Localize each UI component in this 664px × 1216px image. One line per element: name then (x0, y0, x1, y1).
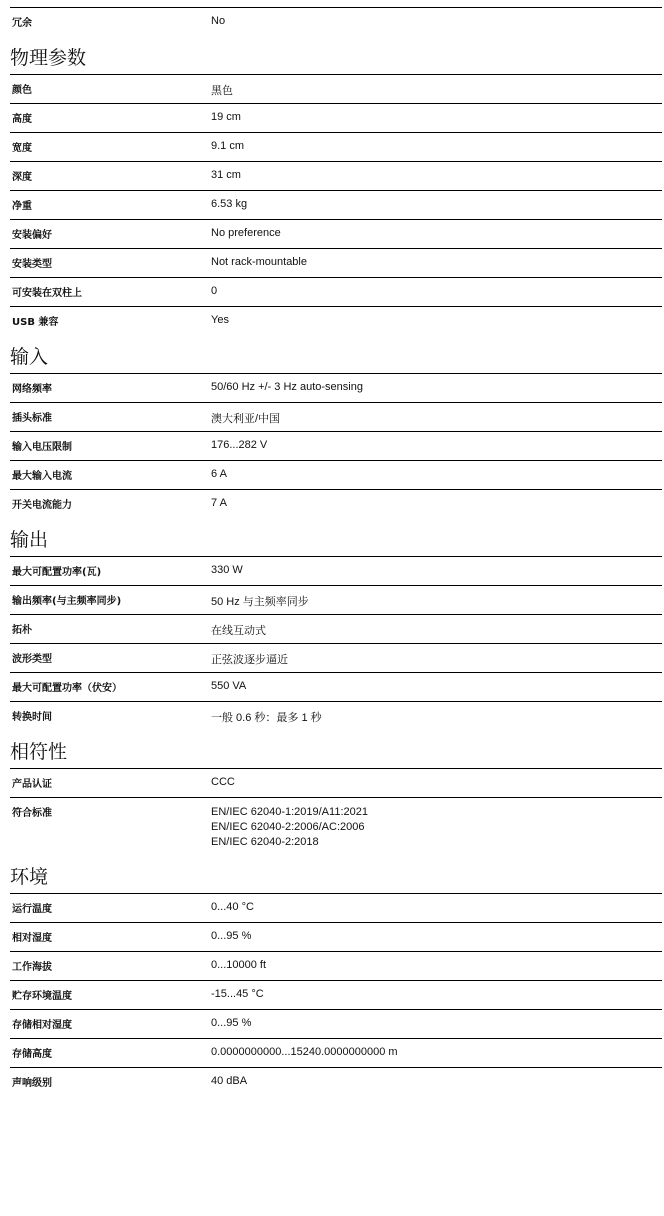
spec-label: 安装偏好 (12, 230, 52, 241)
spec-row (10, 248, 662, 277)
spec-value (211, 776, 235, 788)
spec-value-line: 0...40 °C (211, 901, 254, 913)
spec-value (211, 805, 368, 850)
spec-value-line: 0...10000 ft (211, 959, 267, 971)
section-title: 环境 (10, 866, 49, 888)
spec-value-line: Yes (211, 314, 229, 326)
spec-row (10, 402, 662, 431)
spec-row (10, 922, 662, 951)
spec-value (211, 593, 309, 609)
spec-value (211, 314, 229, 326)
spec-row (10, 277, 662, 306)
spec-value (211, 256, 307, 268)
spec-value-line: 0.0000000000...15240.0000000000 m (211, 1046, 398, 1058)
spec-value (211, 285, 217, 297)
spec-value (211, 198, 247, 210)
spec-value (211, 468, 227, 480)
spec-value-line: 176...282 V (211, 439, 268, 451)
spec-value-line: EN/IEC 62040-2:2018 (211, 836, 319, 848)
spec-value-line: 6 A (211, 468, 227, 480)
spec-label: 相对湿度 (12, 933, 52, 944)
spec-value (211, 1075, 247, 1087)
section-title: 输入 (10, 346, 49, 368)
spec-row (10, 556, 662, 585)
spec-label: 存储高度 (12, 1049, 52, 1060)
spec-value-line: 9.1 cm (211, 140, 245, 152)
spec-value (211, 622, 266, 638)
spec-label: 最大可配置功率（伏安） (12, 683, 122, 694)
spec-value (211, 564, 243, 576)
spec-row (10, 460, 662, 489)
spec-label: 插头标准 (12, 413, 52, 424)
spec-label: 运行温度 (12, 904, 52, 915)
spec-value-line: 40 dBA (211, 1075, 248, 1087)
spec-value-line: EN/IEC 62040-1:2019/A11:2021 (211, 806, 368, 818)
section-title: 相符性 (10, 741, 68, 763)
spec-row (10, 951, 662, 980)
spec-value (211, 680, 246, 692)
spec-value-line: 一般 0.6 秒：最多 1 秒 (211, 712, 322, 724)
spec-label: 输出频率(与主频率同步) (12, 596, 122, 607)
spec-value-line: 0...95 % (211, 1017, 252, 1029)
spec-value-line: Not rack-mountable (211, 256, 307, 268)
spec-value-line: CCC (211, 776, 235, 788)
spec-row (10, 768, 662, 797)
spec-label: 高度 (12, 114, 32, 125)
spec-value (211, 988, 264, 1000)
spec-row (10, 980, 662, 1009)
spec-label: 存储相对湿度 (12, 1020, 72, 1031)
spec-row (10, 585, 662, 614)
spec-label: 宽度 (12, 143, 32, 154)
spec-row (10, 672, 662, 701)
spec-row (10, 797, 662, 855)
spec-value (211, 227, 281, 239)
spec-row (10, 373, 662, 402)
spec-value (211, 709, 322, 725)
spec-value-line: 31 cm (211, 169, 241, 181)
spec-value (211, 82, 233, 98)
spec-value-line: 50/60 Hz +/- 3 Hz auto-sensing (211, 381, 363, 393)
spec-label: 贮存环境温度 (12, 991, 72, 1002)
spec-row (10, 306, 662, 335)
spec-row (10, 1038, 662, 1067)
spec-value (211, 1017, 251, 1029)
spec-value (211, 930, 251, 942)
spec-row (10, 643, 662, 672)
spec-label: 最大可配置功率(瓦) (12, 567, 102, 578)
spec-value (211, 901, 254, 913)
spec-value-line: 正弦波逐步逼近 (211, 654, 288, 666)
spec-row (10, 431, 662, 460)
spec-value (211, 410, 280, 426)
spec-value (211, 959, 266, 971)
spec-label: 输入电压限制 (12, 442, 72, 453)
spec-value (211, 1046, 398, 1058)
spec-row (10, 893, 662, 922)
spec-row (10, 132, 662, 161)
spec-row (10, 614, 662, 643)
spec-label: 颜色 (12, 85, 32, 96)
spec-row (10, 74, 662, 103)
spec-value-line: 0...95 % (211, 930, 252, 942)
spec-value-line: 7 A (211, 497, 227, 509)
spec-value-line: 19 cm (211, 111, 241, 123)
spec-value-line: 黑色 (211, 85, 233, 97)
spec-label: 安装类型 (12, 259, 52, 270)
spec-label: 网络频率 (12, 384, 52, 395)
spec-value-line: -15...45 °C (211, 988, 264, 1000)
spec-value-line: 在线互动式 (211, 625, 266, 637)
spec-value-line: No (211, 15, 226, 27)
spec-label: USB 兼容 (12, 317, 59, 328)
spec-value-line: 澳大利亚/中国 (211, 413, 281, 425)
spec-label: 转换时间 (12, 712, 52, 723)
spec-value (211, 140, 244, 152)
spec-label: 产品认证 (12, 779, 52, 790)
spec-label: 冗余 (12, 18, 32, 29)
spec-value (211, 111, 241, 123)
spec-label: 开关电流能力 (12, 500, 72, 511)
spec-row (10, 489, 662, 518)
spec-value-line: 0 (211, 285, 218, 297)
spec-value-line: 330 W (211, 564, 243, 576)
section-title: 输出 (10, 529, 49, 551)
spec-value (211, 651, 288, 667)
spec-label: 净重 (12, 201, 32, 212)
spec-label: 最大输入电流 (12, 471, 72, 482)
spec-label: 波形类型 (12, 654, 52, 665)
spec-row (10, 219, 662, 248)
spec-value-line: EN/IEC 62040-2:2006/AC:2006 (211, 821, 365, 833)
spec-row (10, 701, 662, 730)
spec-row (10, 1009, 662, 1038)
spec-value-line: 6.53 kg (211, 198, 248, 210)
spec-row (10, 103, 662, 132)
spec-value (211, 439, 267, 451)
spec-value (211, 381, 363, 393)
spec-label: 工作海拔 (12, 962, 52, 973)
spec-label: 深度 (12, 172, 32, 183)
spec-value (211, 497, 227, 509)
spec-label: 可安装在双柱上 (12, 288, 82, 299)
spec-label: 符合标准 (12, 808, 52, 819)
spec-row (10, 1067, 662, 1096)
spec-value-line: 550 VA (211, 680, 247, 692)
spec-value-line: 50 Hz 与主频率同步 (211, 596, 309, 608)
spec-value (211, 15, 225, 27)
spec-value-line: No preference (211, 227, 281, 239)
spec-label: 拓朴 (12, 625, 32, 636)
section-title: 物理参数 (10, 47, 87, 69)
spec-row (10, 190, 662, 219)
spec-label: 声响级别 (12, 1078, 52, 1089)
spec-row (10, 7, 662, 36)
spec-value (211, 169, 241, 181)
spec-row (10, 161, 662, 190)
